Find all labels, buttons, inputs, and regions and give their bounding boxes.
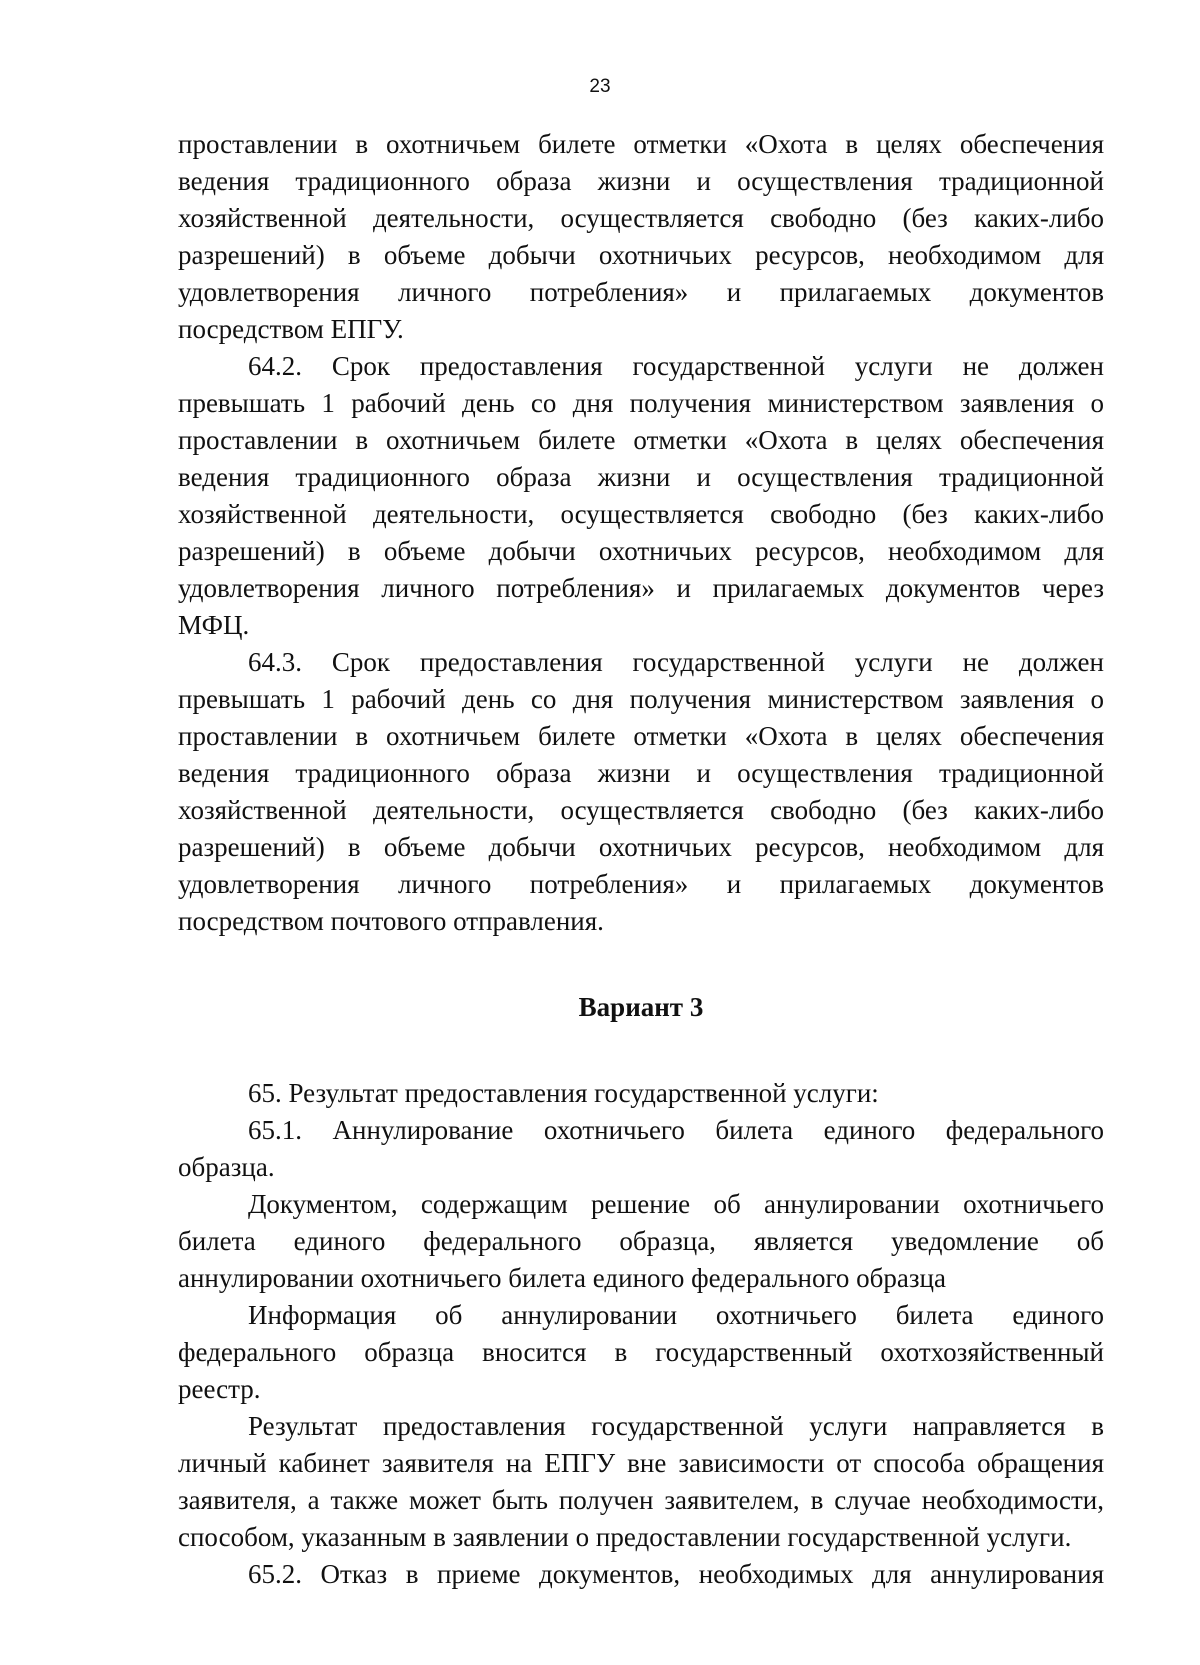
text-line: личный кабинет заявителя на ЕПГУ вне зависимости от способа обращения: [178, 1448, 1104, 1478]
text-line: проставлении в охотничьем билете отметки «Охота в целях обеспечения: [178, 721, 1104, 751]
text-line: разрешений) в объеме добычи охотничьих ресурсов, необходимом для: [178, 240, 1104, 270]
text-line: 64.3. Срок предоставления государственной услуги не должен: [248, 647, 1104, 677]
paragraph-result: [178, 1408, 1104, 1556]
paragraph-p65-1: [178, 1112, 1104, 1186]
text-line: хозяйственной деятельности, осуществляется свободно (без каких-либо: [178, 203, 1104, 233]
text-line: Информация об аннулировании охотничьего билета единого: [248, 1300, 1104, 1330]
text-line: проставлении в охотничьем билете отметки «Охота в целях обеспечения: [178, 129, 1104, 159]
section-heading: Вариант 3: [578, 992, 704, 1022]
text-line: посредством почтового отправления.: [178, 906, 604, 936]
text-line: способом, указанным в заявлении о предоставлении государственной услуги.: [178, 1522, 1072, 1552]
text-line: разрешений) в объеме добычи охотничьих ресурсов, необходимом для: [178, 536, 1104, 566]
paragraph-p65: [178, 1075, 1104, 1112]
text-line: удовлетворения личного потребления» и прилагаемых документов через: [178, 573, 1104, 603]
text-line: билета единого федерального образца, является уведомление об: [178, 1226, 1104, 1256]
page-number: 23: [589, 76, 611, 97]
paragraph-p65-2: [178, 1556, 1104, 1593]
paragraph-doc: [178, 1186, 1104, 1297]
text-line: посредством ЕПГУ.: [178, 314, 404, 344]
text-line: удовлетворения личного потребления» и прилагаемых документов: [178, 277, 1104, 307]
text-line: 64.2. Срок предоставления государственной услуги не должен: [248, 351, 1104, 381]
text-line: ведения традиционного образа жизни и осуществления традиционной: [178, 166, 1104, 196]
text-line: Документом, содержащим решение об аннулировании охотничьего: [248, 1189, 1104, 1219]
text-line: разрешений) в объеме добычи охотничьих ресурсов, необходимом для: [178, 832, 1104, 862]
text-line: проставлении в охотничьем билете отметки «Охота в целях обеспечения: [178, 425, 1104, 455]
text-line: хозяйственной деятельности, осуществляется свободно (без каких-либо: [178, 795, 1104, 825]
text-line: ведения традиционного образа жизни и осуществления традиционной: [178, 758, 1104, 788]
text-line: превышать 1 рабочий день со дня получения министерством заявления о: [178, 388, 1104, 418]
text-line: реестр.: [178, 1374, 261, 1404]
text-line: 65.1. Аннулирование охотничьего билета единого федерального: [248, 1115, 1104, 1145]
paragraph-info: [178, 1297, 1104, 1408]
text-line: аннулировании охотничьего билета единого федерального образца: [178, 1263, 946, 1293]
text-line: 65.2. Отказ в приеме документов, необходимых для аннулирования: [248, 1559, 1104, 1589]
text-line: ведения традиционного образа жизни и осуществления традиционной: [178, 462, 1104, 492]
text-line: хозяйственной деятельности, осуществляется свободно (без каких-либо: [178, 499, 1104, 529]
text-line: 65. Результат предоставления государственной услуги:: [248, 1078, 879, 1108]
document-body: [178, 126, 1104, 1593]
text-line: превышать 1 рабочий день со дня получения министерством заявления о: [178, 684, 1104, 714]
text-line: удовлетворения личного потребления» и прилагаемых документов: [178, 869, 1104, 899]
text-line: заявителя, а также может быть получен заявителем, в случае необходимости,: [178, 1485, 1104, 1515]
paragraph-p64-2: [178, 348, 1104, 644]
text-line: федерального образца вносится в государственный охотхозяйственный: [178, 1337, 1104, 1367]
paragraph-p64-3: [178, 644, 1104, 940]
paragraph-cont: [178, 126, 1104, 348]
text-line: образца.: [178, 1152, 275, 1182]
text-line: МФЦ.: [178, 610, 250, 640]
text-line: Результат предоставления государственной услуги направляется в: [248, 1411, 1104, 1441]
